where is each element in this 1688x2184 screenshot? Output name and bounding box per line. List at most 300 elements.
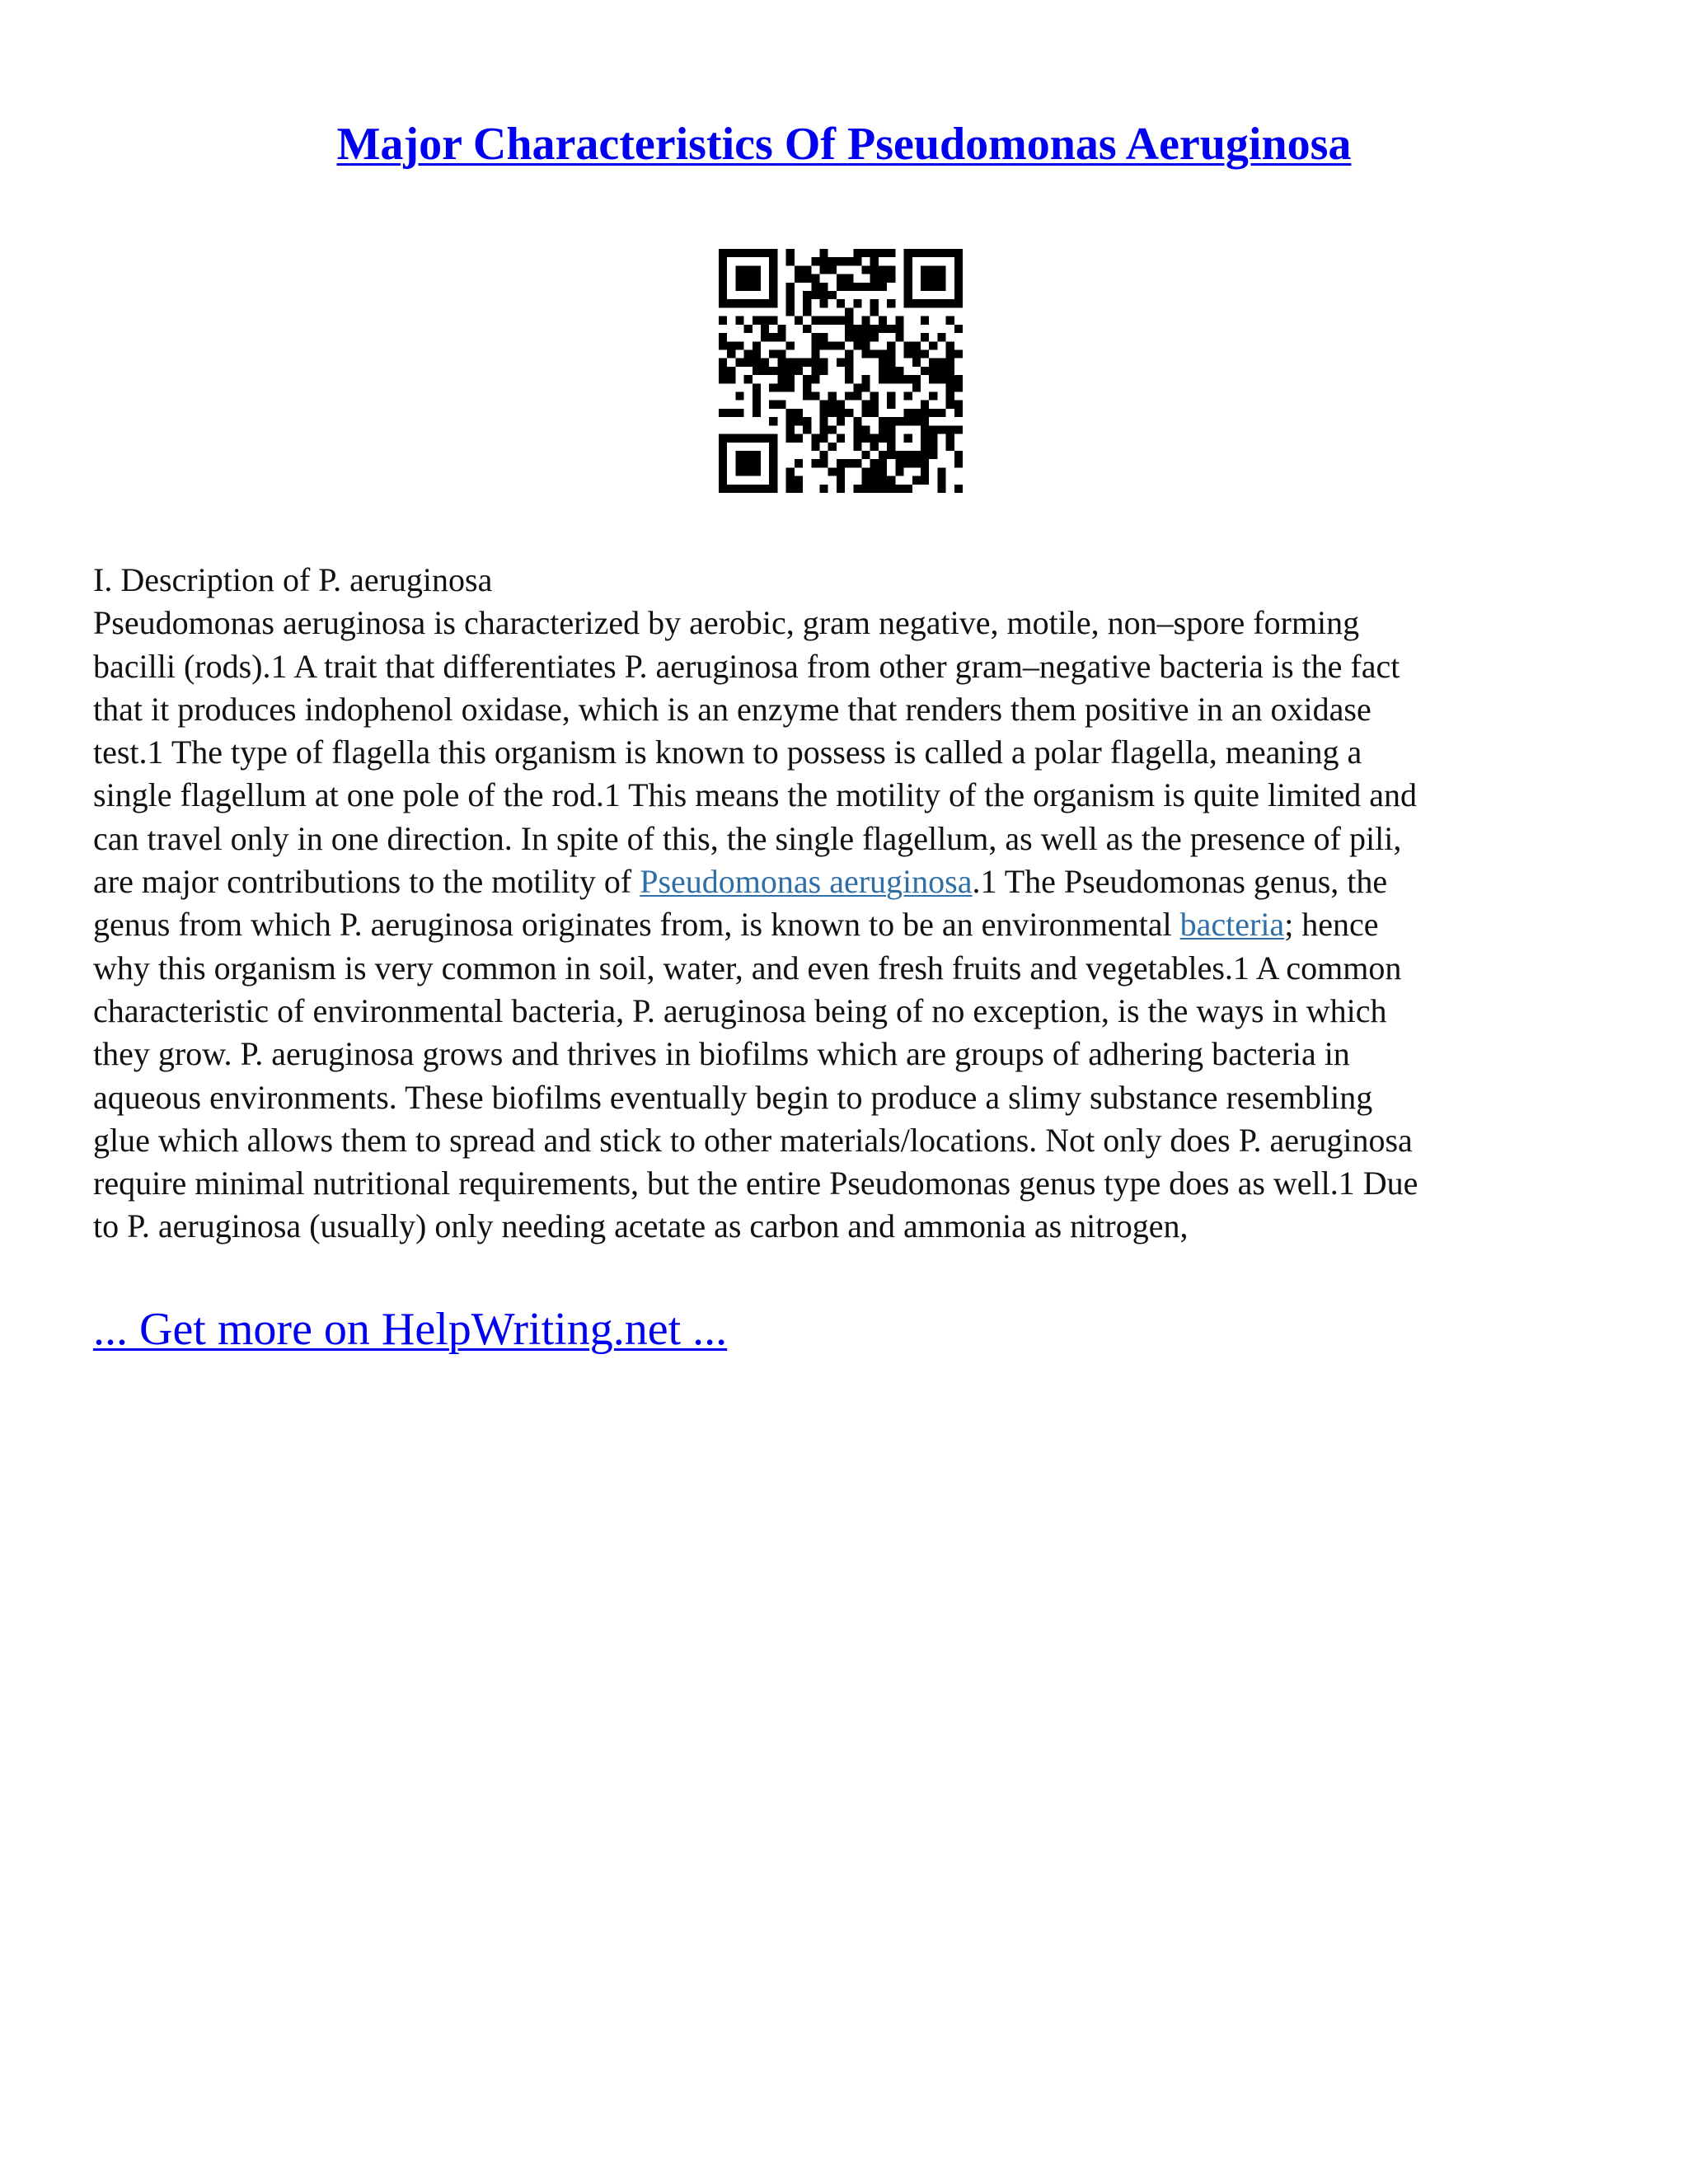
qr-module <box>879 425 887 434</box>
qr-module <box>828 425 837 434</box>
qr-module <box>954 409 963 417</box>
qr-module <box>895 467 903 476</box>
qr-module <box>719 316 727 325</box>
qr-module <box>786 383 795 391</box>
qr-module <box>887 274 895 283</box>
section-heading: I. Description of P. aeruginosa <box>93 561 493 598</box>
qr-module <box>887 476 895 485</box>
qr-module <box>735 467 743 476</box>
qr-module <box>895 316 903 325</box>
qr-module <box>879 325 887 333</box>
qr-module <box>879 467 887 476</box>
qr-module <box>904 409 912 417</box>
qr-module <box>811 359 819 367</box>
qr-module <box>921 459 929 467</box>
qr-module <box>819 401 828 409</box>
qr-module <box>744 299 753 307</box>
qr-module <box>853 434 861 443</box>
qr-module <box>845 333 853 341</box>
qr-module <box>761 333 769 341</box>
qr-module <box>929 409 937 417</box>
qr-module <box>946 316 954 325</box>
qr-module <box>786 257 795 265</box>
qr-module <box>870 274 879 283</box>
qr-module <box>929 359 937 367</box>
qr-module <box>870 349 879 358</box>
qr-module <box>929 274 937 283</box>
qr-module <box>887 401 895 409</box>
qr-module <box>870 392 879 401</box>
qr-module <box>929 299 937 307</box>
qr-module <box>921 434 929 443</box>
line-text: genus from which P. aeruginosa originates from, is known to be an environmental <box>93 906 1180 944</box>
qr-module <box>727 485 735 493</box>
qr-module <box>862 451 870 459</box>
qr-module <box>811 459 819 467</box>
qr-module <box>870 257 879 265</box>
qr-module <box>879 476 887 485</box>
qr-module <box>761 434 769 443</box>
qr-module <box>753 283 761 291</box>
qr-module <box>870 333 879 341</box>
qr-module <box>929 283 937 291</box>
qr-module <box>937 425 945 434</box>
qr-module <box>744 434 753 443</box>
qr-module <box>862 265 870 274</box>
qr-module <box>744 451 753 459</box>
qr-module <box>803 383 811 391</box>
qr-module <box>819 283 828 291</box>
qr-module <box>837 434 845 443</box>
qr-module <box>937 274 945 283</box>
qr-module <box>786 476 795 485</box>
qr-module <box>954 349 963 358</box>
more-link-container <box>93 1301 727 1358</box>
qr-module <box>862 409 870 417</box>
qr-module <box>837 485 845 493</box>
qr-module <box>828 341 837 349</box>
qr-module <box>870 401 879 409</box>
qr-module <box>769 316 777 325</box>
qr-module <box>719 467 727 476</box>
qr-module <box>879 485 887 493</box>
qr-module <box>904 434 912 443</box>
qr-module <box>904 299 912 307</box>
qr-module <box>769 291 777 299</box>
qr-module <box>853 425 861 434</box>
qr-module <box>837 359 845 367</box>
qr-module <box>929 451 937 459</box>
qr-module <box>904 257 912 265</box>
qr-module <box>912 341 921 349</box>
qr-module <box>777 333 785 341</box>
qr-module <box>929 434 937 443</box>
qr-module <box>937 476 945 485</box>
qr-module <box>904 451 912 459</box>
qr-module <box>870 443 879 451</box>
qr-module <box>887 299 895 307</box>
paragraph-line <box>93 860 1601 903</box>
qr-module <box>719 265 727 274</box>
qr-module <box>862 325 870 333</box>
qr-module <box>719 485 727 493</box>
qr-module <box>862 283 870 291</box>
qr-module <box>862 383 870 391</box>
qr-module <box>786 409 795 417</box>
qr-module <box>845 274 853 283</box>
qr-module <box>761 316 769 325</box>
qr-module <box>811 443 819 451</box>
qr-module <box>769 417 777 425</box>
qr-module <box>853 325 861 333</box>
qr-module <box>727 299 735 307</box>
qr-module <box>837 257 845 265</box>
qr-module <box>819 367 828 375</box>
qr-module <box>845 283 853 291</box>
qr-module <box>879 359 887 367</box>
qr-module <box>862 249 870 257</box>
qr-module <box>879 417 887 425</box>
qr-module <box>879 265 887 274</box>
qr-module <box>837 299 845 307</box>
qr-module <box>929 249 937 257</box>
qr-module <box>870 476 879 485</box>
qr-module <box>777 383 785 391</box>
qr-module <box>853 299 861 307</box>
qr-module <box>921 367 929 375</box>
qr-module <box>954 274 963 283</box>
qr-module <box>735 299 743 307</box>
qr-module <box>837 467 845 476</box>
qr-module <box>937 283 945 291</box>
qr-module <box>921 333 929 341</box>
qr-module <box>786 307 795 316</box>
qr-module <box>811 375 819 383</box>
qr-module <box>811 316 819 325</box>
qr-module <box>870 283 879 291</box>
qr-module <box>921 249 929 257</box>
qr-module <box>819 249 828 257</box>
qr-module <box>921 417 929 425</box>
qr-module <box>819 425 828 434</box>
qr-module <box>837 459 845 467</box>
qr-module <box>811 341 819 349</box>
qr-module <box>954 283 963 291</box>
qr-module <box>753 467 761 476</box>
paragraph-line: aqueous environments. These biofilms eventually begin to produce a slimy substance resembling <box>93 1078 1373 1116</box>
qr-module <box>837 316 845 325</box>
qr-module <box>837 417 845 425</box>
qr-module <box>786 299 795 307</box>
qr-module <box>921 401 929 409</box>
qr-module <box>719 257 727 265</box>
qr-module <box>719 291 727 299</box>
qr-module <box>954 249 963 257</box>
qr-module <box>753 299 761 307</box>
qr-module <box>803 299 811 307</box>
qr-module <box>735 249 743 257</box>
qr-module <box>761 249 769 257</box>
qr-module <box>887 434 895 443</box>
qr-module <box>828 409 837 417</box>
qr-module <box>769 485 777 493</box>
qr-module <box>845 307 853 316</box>
qr-module <box>904 291 912 299</box>
qr-module <box>853 443 861 451</box>
qr-module <box>853 392 861 401</box>
qr-module <box>929 443 937 451</box>
qr-module <box>727 434 735 443</box>
qr-module <box>769 257 777 265</box>
qr-module <box>719 333 727 341</box>
qr-module <box>769 299 777 307</box>
qr-module <box>887 325 895 333</box>
bacteria-link[interactable]: bacteria <box>1179 906 1285 944</box>
qr-module <box>912 375 921 383</box>
qr-module <box>753 409 761 417</box>
qr-module <box>946 341 954 349</box>
qr-module <box>853 459 861 467</box>
qr-module <box>929 392 937 401</box>
qr-module <box>879 459 887 467</box>
qr-module <box>719 476 727 485</box>
qr-module <box>946 359 954 367</box>
qr-module <box>786 367 795 375</box>
paragraph-line: to P. aeruginosa (usually) only needing acetate as carbon and ammonia as nitrogen, <box>93 1207 1189 1245</box>
qr-module <box>929 425 937 434</box>
qr-module <box>879 434 887 443</box>
qr-module <box>761 367 769 375</box>
paragraph-line: can travel only in one direction. In spite of this, the single flagellum, as well as the presence of pili, <box>93 819 1402 857</box>
qr-module <box>870 299 879 307</box>
qr-module <box>912 476 921 485</box>
qr-module <box>954 425 963 434</box>
qr-module <box>803 417 811 425</box>
paragraph-line: why this organism is very common in soil, water, and even fresh fruits and vegetables.1 A common <box>93 949 1402 987</box>
qr-module <box>753 401 761 409</box>
qr-module <box>795 459 803 467</box>
qr-module <box>753 383 761 391</box>
qr-module <box>819 341 828 349</box>
qr-module <box>862 401 870 409</box>
qr-module <box>753 485 761 493</box>
qr-module <box>811 434 819 443</box>
qr-module <box>769 274 777 283</box>
qr-module <box>904 349 912 358</box>
qr-module <box>803 307 811 316</box>
qr-module <box>786 283 795 291</box>
qr-module <box>719 341 727 349</box>
qr-module <box>921 443 929 451</box>
qr-module <box>887 451 895 459</box>
qr-module <box>795 476 803 485</box>
paragraph-line: that it produces indophenol oxidase, which is an enzyme that renders them positive in an oxidase <box>93 690 1372 728</box>
qr-module <box>879 349 887 358</box>
qr-module <box>803 325 811 333</box>
qr-module <box>845 367 853 375</box>
qr-module <box>819 434 828 443</box>
qr-module <box>954 257 963 265</box>
get-more-link[interactable]: ... Get more on HelpWriting.net ... <box>93 1304 728 1355</box>
qr-module <box>795 417 803 425</box>
qr-module <box>887 485 895 493</box>
qr-module <box>887 249 895 257</box>
qr-module <box>921 476 929 485</box>
qr-module <box>761 359 769 367</box>
qr-module <box>870 434 879 443</box>
qr-module <box>904 341 912 349</box>
qr-module <box>887 417 895 425</box>
qr-module <box>744 485 753 493</box>
qr-module <box>895 485 903 493</box>
qr-module <box>803 392 811 401</box>
qr-module <box>946 392 954 401</box>
qr-module <box>946 443 954 451</box>
qr-module <box>819 359 828 367</box>
qr-module <box>735 434 743 443</box>
qr-module <box>887 367 895 375</box>
qr-module <box>862 349 870 358</box>
qr-module <box>719 459 727 467</box>
qr-module <box>912 417 921 425</box>
paragraph-line: Pseudomonas aeruginosa is characterized by aerobic, gram negative, motile, non–spore forming <box>93 604 1360 642</box>
qr-module <box>921 299 929 307</box>
qr-module <box>744 459 753 467</box>
qr-module <box>946 299 954 307</box>
qr-module <box>904 375 912 383</box>
qr-module <box>769 476 777 485</box>
qr-module <box>795 274 803 283</box>
qr-module <box>777 375 785 383</box>
qr-module <box>753 316 761 325</box>
qr-module <box>845 349 853 358</box>
qr-module <box>912 249 921 257</box>
qr-module <box>795 485 803 493</box>
qr-module <box>811 349 819 358</box>
qr-module <box>795 265 803 274</box>
qr-module <box>761 325 769 333</box>
qr-module <box>786 425 795 434</box>
qr-module <box>845 375 853 383</box>
qr-module <box>895 367 903 375</box>
qr-module <box>727 375 735 383</box>
qr-module <box>887 425 895 434</box>
qr-module <box>921 467 929 476</box>
qr-module <box>735 485 743 493</box>
qr-module <box>719 443 727 451</box>
qr-module <box>946 425 954 434</box>
qr-module <box>937 367 945 375</box>
qr-module <box>719 451 727 459</box>
qr-module <box>735 392 743 401</box>
qr-module <box>744 283 753 291</box>
qr-module <box>904 274 912 283</box>
qr-module <box>753 274 761 283</box>
qr-module <box>879 283 887 291</box>
qr-module <box>904 265 912 274</box>
qr-module <box>828 392 837 401</box>
qr-module <box>946 367 954 375</box>
qr-module <box>853 383 861 391</box>
qr-module <box>921 349 929 358</box>
article-body <box>93 559 1601 1249</box>
qr-module <box>837 283 845 291</box>
qr-module <box>879 316 887 325</box>
qr-module <box>777 401 785 409</box>
qr-module <box>819 316 828 325</box>
qr-module <box>735 316 743 325</box>
qr-module <box>786 341 795 349</box>
qr-module <box>879 249 887 257</box>
qr-module <box>946 434 954 443</box>
qr-module <box>921 425 929 434</box>
paragraph-line <box>93 903 1601 946</box>
qr-module <box>870 459 879 467</box>
qr-module <box>803 375 811 383</box>
qr-module <box>769 467 777 476</box>
qr-module <box>819 409 828 417</box>
paragraph-line: characteristic of environmental bacteria, P. aeruginosa being of no exception, is the ways in which <box>93 991 1387 1029</box>
qr-module <box>895 333 903 341</box>
qr-module <box>735 409 743 417</box>
qr-module <box>853 283 861 291</box>
qr-module <box>937 375 945 383</box>
qr-module <box>795 434 803 443</box>
qr-module <box>887 375 895 383</box>
qr-module <box>862 316 870 325</box>
qr-module <box>954 299 963 307</box>
qr-module <box>769 349 777 358</box>
qr-module <box>786 434 795 443</box>
qr-module <box>912 409 921 417</box>
qr-module <box>769 434 777 443</box>
paragraph-line: bacilli (rods).1 A trait that differentiates P. aeruginosa from other gram–negative bacteria is the fact <box>93 647 1400 685</box>
qr-module <box>929 367 937 375</box>
qr-module <box>753 265 761 274</box>
qr-module <box>719 249 727 257</box>
qr-module <box>870 325 879 333</box>
qr-module <box>727 341 735 349</box>
qr-code-graphic <box>719 249 963 493</box>
qr-module <box>786 375 795 383</box>
qr-module <box>753 359 761 367</box>
paragraph-line: test.1 The type of flagella this organism is known to possess is called a polar flagella, meaning a <box>93 733 1362 771</box>
qr-module <box>904 249 912 257</box>
line-text: are major contributions to the motility of <box>93 863 640 901</box>
qr-module <box>828 316 837 325</box>
line-text: .1 The Pseudomonas genus, the <box>972 863 1388 901</box>
qr-module <box>845 359 853 367</box>
qr-module <box>727 349 735 358</box>
qr-module <box>786 417 795 425</box>
qr-module <box>761 485 769 493</box>
pseudomonas-aeruginosa-link[interactable]: Pseudomonas aeruginosa <box>640 863 973 901</box>
qr-module <box>887 265 895 274</box>
qr-module <box>735 341 743 349</box>
qr-module <box>887 443 895 451</box>
qr-module <box>879 367 887 375</box>
qr-module <box>895 451 903 459</box>
title-link[interactable]: Major Characteristics Of Pseudomonas Aeruginosa <box>336 119 1352 170</box>
qr-module <box>853 485 861 493</box>
qr-module <box>753 451 761 459</box>
qr-module <box>819 485 828 493</box>
qr-module <box>819 333 828 341</box>
qr-module <box>870 409 879 417</box>
qr-module <box>777 325 785 333</box>
qr-module <box>937 249 945 257</box>
qr-module <box>828 443 837 451</box>
